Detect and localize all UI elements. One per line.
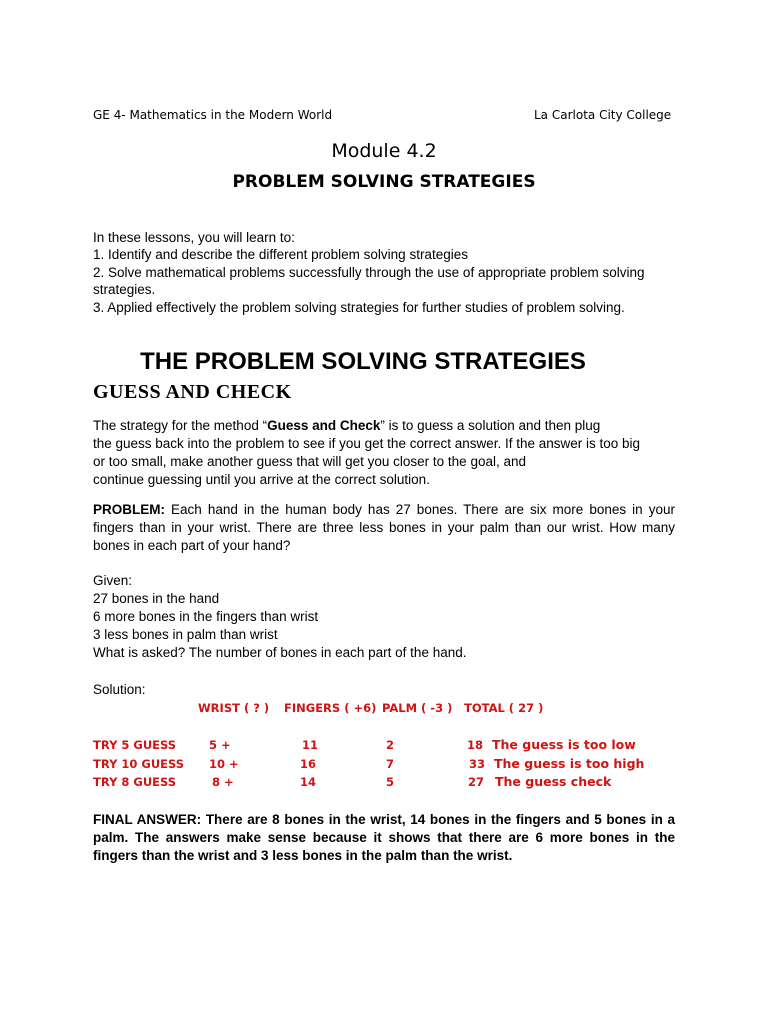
final-answer: FINAL ANSWER: There are 8 bones in the wrist, 14 bones in the fingers and 5 bones in a palm. The answers make sense because it shows that there are 6 more bones in the fingers than the wrist and 3 less bones in the palm than the wrist. — [93, 812, 675, 863]
given-item: 3 less bones in palm than wrist — [93, 627, 278, 642]
guess-fingers: 16 — [300, 757, 317, 771]
solution-label: Solution: — [93, 682, 146, 697]
column-header-fingers: FINGERS ( +6) — [284, 701, 377, 715]
guess-wrist: 10 + — [209, 757, 239, 771]
objectives-intro: In these lessons, you will learn to: — [93, 230, 295, 245]
guess-wrist: 8 + — [212, 775, 234, 789]
module-subtitle: PROBLEM SOLVING STRATEGIES — [232, 172, 536, 192]
guess-fingers: 11 — [302, 738, 319, 752]
problem-text: Each hand in the human body has 27 bones. There are six more bones in your fingers than in your wrist. There are three less bones in your palm than our wrist. How many bones in each part of your hand? — [93, 502, 675, 553]
guess-total: 33 — [469, 757, 486, 771]
guess-fingers: 14 — [300, 775, 317, 789]
given-item: 6 more bones in the fingers than wrist — [93, 609, 319, 624]
guess-row-label: TRY 8 GUESS — [93, 775, 177, 789]
guess-note: The guess is too high — [494, 756, 645, 771]
main-heading: THE PROBLEM SOLVING STRATEGIES — [140, 348, 586, 375]
problem-statement — [93, 501, 675, 555]
school-name: La Carlota City College — [534, 108, 672, 122]
guess-palm: 5 — [386, 775, 395, 789]
objective-item: 1. Identify and describe the different problem solving strategies — [93, 247, 468, 262]
strategy-line — [93, 418, 600, 433]
objective-item: 3. Applied effectively the problem solving strategies for further studies of problem solving. — [93, 300, 625, 315]
guess-note: The guess check — [495, 774, 612, 789]
column-header-total: TOTAL ( 27 ) — [464, 701, 544, 715]
module-title: Module 4.2 — [331, 140, 437, 162]
asked-item: What is asked? The number of bones in each part of the hand. — [93, 645, 467, 660]
course-title: GE 4- Mathematics in the Modern World — [93, 108, 333, 122]
column-header-wrist: WRIST ( ? ) — [198, 701, 270, 715]
given-label: Given: — [93, 573, 133, 588]
guess-row-label: TRY 10 GUESS — [93, 757, 185, 771]
guess-wrist: 5 + — [209, 738, 231, 752]
strategy-line: continue guessing until you arrive at the correct solution. — [93, 472, 430, 487]
problem-label: PROBLEM: — [93, 502, 165, 517]
guess-total: 18 — [467, 738, 484, 752]
objective-item: 2. Solve mathematical problems successfully through the use of appropriate problem solving — [93, 265, 645, 280]
strategy-text: ” is to guess a solution and then plug — [380, 418, 601, 433]
strategy-method-name: Guess and Check — [267, 418, 381, 433]
column-header-palm: PALM ( -3 ) — [382, 701, 453, 715]
strategy-line: or too small, make another guess that will get you closer to the goal, and — [93, 454, 526, 469]
objective-item: strategies. — [93, 282, 156, 297]
strategy-text: The strategy for the method “ — [93, 418, 268, 433]
guess-row-label: TRY 5 GUESS — [93, 738, 177, 752]
guess-note: The guess is too low — [492, 737, 636, 752]
strategy-line: the guess back into the problem to see if you get the correct answer. If the answer is too big — [93, 436, 641, 451]
guess-palm: 2 — [386, 738, 395, 752]
section-heading: GUESS AND CHECK — [93, 381, 292, 403]
guess-total: 27 — [468, 775, 485, 789]
guess-palm: 7 — [386, 757, 395, 771]
given-item: 27 bones in the hand — [93, 591, 220, 606]
